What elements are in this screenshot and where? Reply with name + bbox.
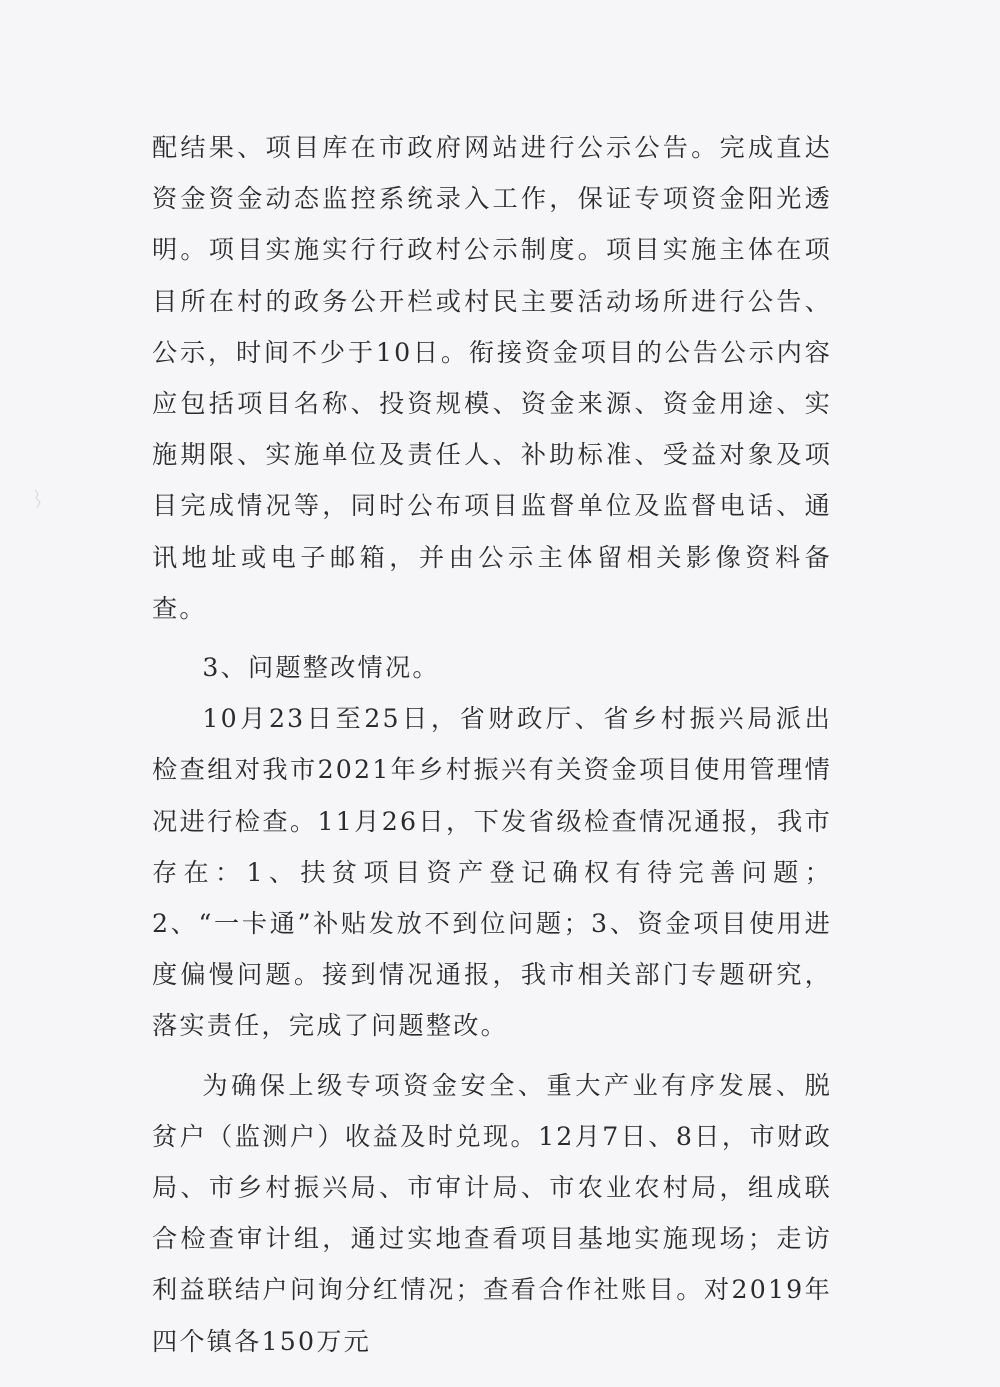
document-body <box>152 122 832 1367</box>
scan-speck <box>32 488 46 510</box>
paragraph-gap <box>152 1052 832 1060</box>
section-heading: 3、问题整改情况。 <box>202 653 440 683</box>
paragraph-3: 为确保上级专项资金安全、重大产业有序发展、脱贫户（监测户）收益及时兑现。12月7日、8日，市财政局、市乡村振兴局、市审计局、市农业农村局，组成联合检查审计组，通过实地查看项目基地实施现场；走访利益联结户问询分红情况；查看合作社账目。对2019年四个镇各150万元 <box>152 1070 832 1356</box>
paragraph-2: 10月23日至25日，省财政厅、省乡村振兴局派出检查组对我市2021年乡村振兴有关资金项目使用管理情况进行检查。11月26日，下发省级检查情况通报，我市存在：1、扶贫项目资产登记确权有待完善问题；2、“一卡通”补贴发放不到位问题；3、资金项目使用进度偏慢问题。接到情况通报，我市相关部门专题研究，落实责任，完成了问题整改。 <box>152 704 832 1041</box>
paragraph-1: 配结果、项目库在市政府网站进行公示公告。完成直达资金资金动态监控系统录入工作，保证专项资金阳光透明。项目实施实行行政村公示制度。项目实施主体在项目所在村的政务公开栏或村民主要活动场所进行公告、公示，时间不少于10日。衔接资金项目的公告公示内容应包括项目名称、投资规模、资金来源、资金用途、实施期限、实施单位及责任人、补助标准、受益对象及项目完成情况等，同时公布项目监督单位及监督电话、通讯地址或电子邮箱，并由公示主体留相关影像资料备查。 <box>152 133 832 623</box>
paragraph-gap <box>152 634 832 642</box>
